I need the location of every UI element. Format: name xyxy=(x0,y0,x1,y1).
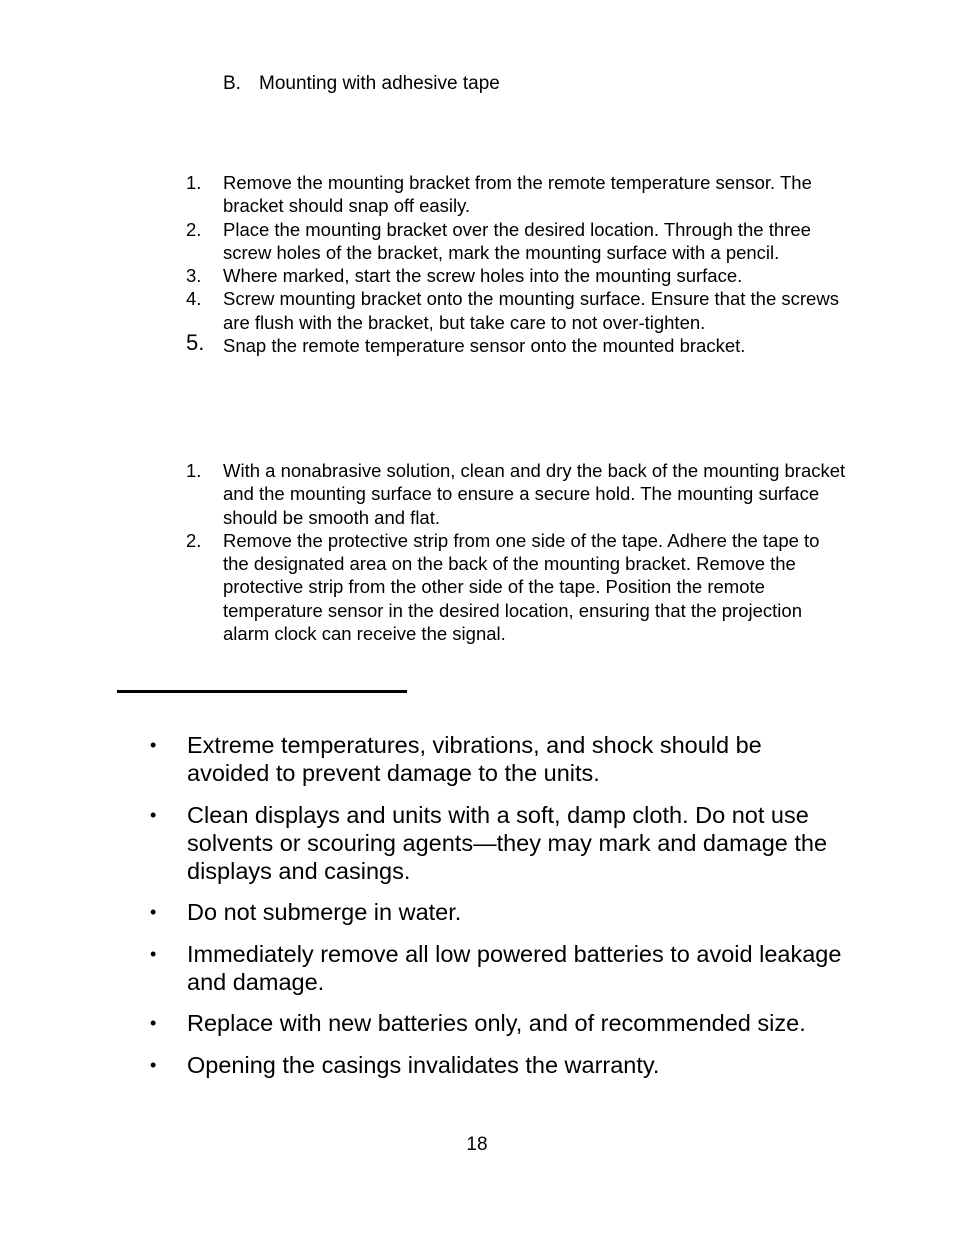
bullet-icon: • xyxy=(150,735,157,755)
section-marker: B. xyxy=(223,73,241,94)
note-text: Opening the casings invalidates the warranty. xyxy=(187,1051,660,1078)
step-text: Remove the mounting bracket from the remote temperature sensor. The bracket should snap off easily. xyxy=(223,172,812,217)
step-number: 5. xyxy=(186,330,205,356)
step-number: 1. xyxy=(186,460,202,481)
list-item xyxy=(186,171,846,218)
bullet-icon: • xyxy=(150,902,157,922)
step-text: Place the mounting bracket over the desired location. Through the three screw holes of the bracket, mark the mounting surface with a pencil. xyxy=(223,218,811,263)
list-item xyxy=(150,1051,850,1079)
step-text: Screw mounting bracket onto the mounting surface. Ensure that the screws are flush with the bracket, but take care to not over-tighten. xyxy=(223,288,839,333)
page-number: 18 xyxy=(466,1134,488,1155)
list-item xyxy=(150,1009,850,1037)
step-number: 4. xyxy=(186,288,202,310)
bullet-icon: • xyxy=(150,804,157,825)
step-text: Snap the remote temperature sensor onto the mounted bracket. xyxy=(223,335,746,357)
note-text: Do not submerge in water. xyxy=(187,899,462,925)
bullet-icon: • xyxy=(150,1013,157,1033)
list-item xyxy=(186,330,846,357)
screw-mounting-steps xyxy=(186,171,846,357)
step-text: With a nonabrasive solution, clean and dry the back of the mounting bracket and the mounting surface to ensure a secure hold. The mounting surface should be smooth and flat. xyxy=(223,460,846,528)
step-number: 3. xyxy=(186,265,202,287)
note-text: Extreme temperatures, vibrations, and shock should be avoided to prevent damage to the units. xyxy=(187,732,762,786)
step-number: 2. xyxy=(186,218,202,240)
bullet-icon: • xyxy=(150,1054,157,1075)
bullet-icon: • xyxy=(150,943,157,964)
section-title: Mounting with adhesive tape xyxy=(259,73,500,94)
step-text: Where marked, start the screw holes into the mounting surface. xyxy=(223,265,743,287)
list-item xyxy=(186,529,846,645)
list-item xyxy=(150,898,850,926)
list-item xyxy=(150,801,850,885)
section-heading xyxy=(223,72,500,96)
care-notes-list xyxy=(150,731,850,1092)
note-text: Immediately remove all low powered batteries to avoid leakage and damage. xyxy=(187,940,842,995)
list-item xyxy=(186,218,846,265)
list-item xyxy=(186,287,846,334)
section-divider xyxy=(117,690,407,693)
list-item xyxy=(186,459,846,529)
list-item xyxy=(186,264,846,287)
note-text: Clean displays and units with a soft, damp cloth. Do not use solvents or scouring agents—they may mark and damage the displays and casings. xyxy=(187,801,828,884)
step-number: 1. xyxy=(186,172,202,193)
step-text: Remove the protective strip from one side of the tape. Adhere the tape to the designated area on the back of the mounting bracket. Remove the protective strip from the other side of the tape. Position the remote temperature sensor in the desired location, ensuring that the projection alarm clock can receive the signal. xyxy=(223,529,820,645)
note-text: Replace with new batteries only, and of recommended size. xyxy=(187,1010,806,1036)
step-number: 2. xyxy=(186,529,202,551)
tape-mounting-steps xyxy=(186,459,846,645)
list-item xyxy=(150,731,850,787)
list-item xyxy=(150,940,850,996)
